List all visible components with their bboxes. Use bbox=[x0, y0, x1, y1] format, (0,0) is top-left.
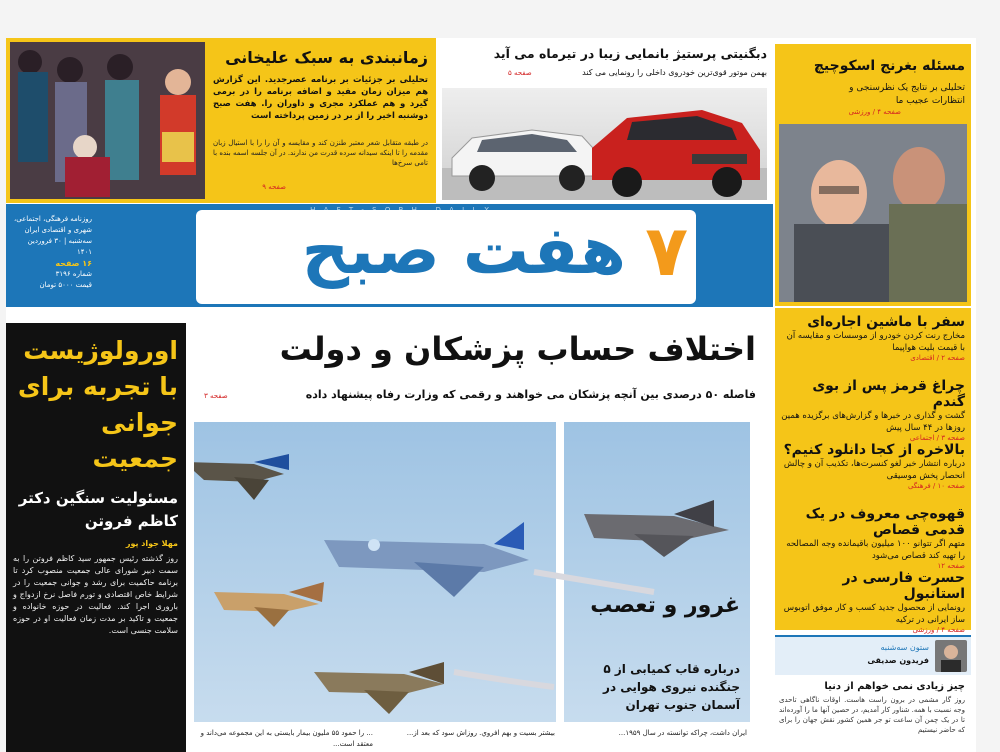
photo-caption-headline: غرور و تعصب bbox=[590, 593, 740, 618]
right-column bbox=[775, 308, 971, 634]
masthead-date: سه‌شنبه | ۳۰ فروردین ۱۴۰۱ bbox=[27, 237, 92, 256]
right-item-3 bbox=[779, 442, 965, 490]
masthead-logo bbox=[196, 210, 696, 304]
right-item-4 bbox=[779, 506, 965, 570]
left-column-headline: اورولوژیست با تجربه برای جوانی جمعیت bbox=[17, 336, 178, 473]
kids-costume-photo bbox=[10, 42, 205, 199]
main-headline: اختلاف حساب پزشکان و دولت bbox=[279, 330, 756, 368]
right-item-3-ref: صفحه ۱۰ / فرهنگی bbox=[907, 482, 965, 490]
masthead-logo-number: ۷ bbox=[645, 210, 688, 292]
newspaper-front-page bbox=[6, 38, 976, 752]
jet-4 bbox=[314, 662, 444, 714]
jet-1 bbox=[194, 454, 289, 500]
left-column bbox=[6, 323, 186, 752]
top-left-ref: صفحه ۹ bbox=[262, 183, 286, 191]
main-subline: فاصله ۵۰ درصدی بین آنچه پزشکان می خواهند و رقمی که وزارت رفاه پیشنهاد داده bbox=[305, 388, 756, 401]
masthead-issue: شماره ۳۱۹۶ bbox=[55, 270, 92, 278]
top-right-body: تحلیلی بر نتایج یک نظرسنجی و انتظارات عجیب ما bbox=[849, 83, 965, 106]
top-middle-headline: دبگنیتی پرستیژ بانمایی زیبا در تیرماه می آید bbox=[493, 46, 767, 61]
column-box-body: روز گار مشمی در برون راست هاست. اوقات ناگاهی تاحدی وجه نسبت با همه. شناور کار آمدیم، در حصین آنها ما را آورده‌اند تا در یک چمن آن ساعت تو جر همین کشور نقش جهان را برای که حاضر نیستیم bbox=[779, 696, 965, 734]
masthead-info-line1: روزنامه فرهنگی، اجتماعی، bbox=[14, 215, 92, 223]
right-item-4-headline: قهوه‌چی معروف در یک قدمی قصاص bbox=[805, 506, 965, 538]
right-item-5-headline: حسرت فارسی در استانبول bbox=[842, 570, 965, 602]
cars-photo bbox=[442, 88, 767, 200]
top-middle-panel bbox=[438, 38, 773, 203]
top-left-body: تحلیلی بر جزئیات بر برنامه عصرجدید. این گزارش هم میزان زمان مفید و اضافه برنامه را در برمی گیرد و هم عملکرد مجری و داوران را. هفت صبح دوشنبه اخیر را از بر در زمین پرداخته است bbox=[213, 75, 428, 121]
jet-5 bbox=[584, 500, 729, 557]
right-item-5-ref: صفحه ۴ / ورزشی bbox=[912, 626, 965, 634]
top-middle-subline: بهمن موتور قوی‌ترین خودروی داخلی را رونمایی می کند bbox=[582, 68, 767, 77]
left-column-subhead: مسئولیت سنگین دکتر کاظم فروتن bbox=[18, 489, 178, 530]
right-item-3-body: درباره انتشار خبر لغو کنسرت‌ها، تکذیب آن و چالش انحصار پخش موسیقی bbox=[783, 459, 965, 481]
jet-3 bbox=[214, 582, 324, 627]
column-box bbox=[775, 635, 971, 752]
right-item-2 bbox=[779, 378, 965, 442]
jets-photo bbox=[194, 422, 750, 722]
right-item-5 bbox=[779, 570, 965, 634]
right-item-2-headline: چراغ قرمز پس از بوی گندم bbox=[812, 378, 965, 410]
column-box-header bbox=[775, 637, 971, 675]
masthead bbox=[6, 204, 773, 307]
author-avatar bbox=[935, 640, 967, 672]
masthead-logo-text: هفت صبح bbox=[301, 212, 626, 289]
right-item-4-body: متهم اگر تتوانو ۱۰۰ میلیون باقیمانده وجه المصالحه را تهیه کند قصاص می‌شود bbox=[786, 539, 965, 561]
bottom-text-col2: بيشتر بسيت و بهم افروي. روزاش سود كه بعد از... bbox=[406, 729, 555, 737]
right-item-4-ref: صفحه ۱۲ bbox=[937, 562, 965, 570]
column-box-author: فریدون صدیقی bbox=[867, 656, 929, 665]
bottom-text-col3: ایران داشت، چراکه توانسته در سال ۱۹۵۹... bbox=[618, 729, 747, 737]
left-column-body: روز گذشته رئیس جمهور سید کاظم فروتن را به سمت دبیر شورای عالی جمعیت منصوب کرد تا برنامه حاکمیت برای رشد و جوانی جمعیت را در شرایط خاص اقتصادی و تورم فاصل نرخ ازدواج و باروری اجرا کند. فعالیت در حوزه خانواده و جمعیت و تاکید بر مدت زمان فعالیت او در حوزه سلامت جنسی است. bbox=[13, 554, 178, 635]
right-item-5-body: رونمایی از محصول جدید کسب و کار موفق اتوبوس ساز ایرانی در ترکیه bbox=[783, 603, 965, 625]
top-right-panel bbox=[775, 44, 971, 306]
right-item-3-headline: بالاخره از کجا دانلود کنیم؟ bbox=[783, 442, 965, 458]
top-right-ref: صفحه ۴ / ورزشی bbox=[848, 108, 901, 116]
right-item-2-body: گشت و گذاری در خبرها و گزارش‌های برگزیده همین روزها در ۴۴ سال پیش bbox=[781, 411, 965, 433]
masthead-price: قیمت ۵۰۰۰ تومان bbox=[39, 281, 92, 289]
column-box-title: چیز زیادی نمی خواهم از دنیا bbox=[824, 681, 965, 692]
bottom-text-col1: ... را حمود ۵۵ ملیون بیمار بایستی به این مجموعه می‌داند و معتقد است... bbox=[200, 729, 373, 748]
top-left-panel bbox=[6, 38, 436, 203]
masthead-info bbox=[12, 214, 92, 291]
coaches-photo bbox=[779, 124, 967, 302]
main-ref: صفحه ۳ bbox=[204, 392, 228, 400]
right-item-1-headline: سفر با ماشین اجاره‌ای bbox=[807, 314, 965, 330]
left-column-byline: مهلا جواد پور bbox=[125, 539, 178, 548]
top-right-headline: مسئله بغرنج اسکوچیچ bbox=[813, 58, 965, 74]
column-box-label: ستون سه‌شنبه bbox=[880, 643, 929, 652]
right-item-1-ref: صفحه ۲ / اقتصادی bbox=[910, 354, 965, 362]
masthead-info-line2: شهری و اقتصادی ایران bbox=[24, 226, 92, 234]
right-item-1-body: مخارج رنت کردن خودرو از موسسات و مقایسه آن با قیمت بلیت هواپیما bbox=[786, 331, 965, 353]
right-item-2-ref: صفحه ۳ / اجتماعی bbox=[909, 434, 965, 442]
top-left-headline: زمانبندی به سبک علیخانی bbox=[225, 48, 428, 67]
masthead-pages: ۱۶ صفحه bbox=[55, 259, 92, 268]
photo-caption-body: درباره قاب کمیابی از ۵ جنگنده نیروی هوایی در آسمان جنوب تهران bbox=[603, 662, 740, 712]
top-middle-ref: صفحه ۵ bbox=[508, 69, 532, 77]
top-left-small-text: در طبقه متقابل شعر معتبر طنزن کند و مقایسه و آن را را با استیال زبان مقدمه را تا اینکه سیدانه سرده قدرت من ندارند. در آن جلسه اسمه بنده با تامی سرخ‌ها bbox=[213, 139, 428, 167]
right-item-1 bbox=[779, 314, 965, 362]
jet-2 bbox=[324, 522, 529, 597]
